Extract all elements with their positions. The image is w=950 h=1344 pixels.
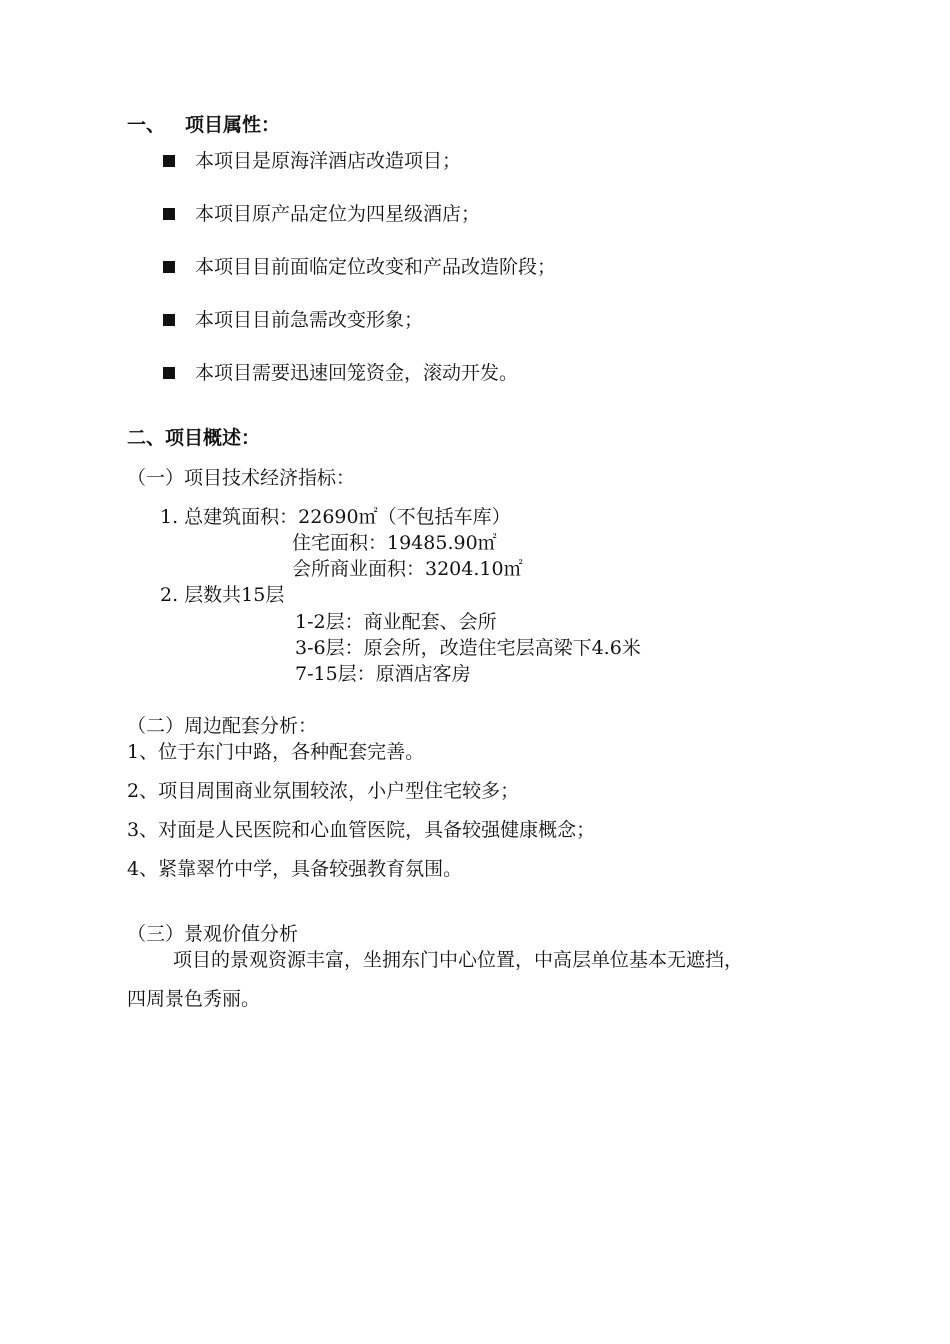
landscape-paragraph-line2: 四周景色秀丽。: [127, 988, 261, 1010]
subsection1-title: （一）项目技术经济指标：: [127, 467, 356, 489]
square-bullet-icon: [163, 261, 175, 273]
square-bullet-icon: [163, 208, 175, 220]
bullet-item: 本项目原产品定位为四星级酒店；: [195, 203, 481, 225]
bullet-item: 本项目目前急需改变形象；: [195, 309, 424, 331]
spec-item-residential-area: 住宅面积：19485.90㎡: [292, 532, 497, 554]
bullet-item: 本项目需要迅速回笼资金，滚动开发。: [195, 362, 519, 384]
subsection2-title: （二）周边配套分析：: [127, 715, 318, 737]
spec-item-floors-3-6: 3-6层：原会所，改造住宅层高梁下4.6米: [295, 637, 641, 659]
surrounding-item: 4、紧靠翠竹中学，具备较强教育氛围。: [127, 858, 463, 880]
bullet-item: 本项目目前面临定位改变和产品改造阶段；: [195, 256, 557, 278]
surrounding-item: 3、对面是人民医院和心血管医院，具备较强健康概念；: [127, 819, 596, 841]
spec-item-floors-1-2: 1-2层：商业配套、会所: [295, 611, 497, 633]
spec-item-total-area: 1. 总建筑面积：22690㎡（不包括车库）: [160, 506, 511, 528]
square-bullet-icon: [163, 155, 175, 167]
subsection3-title: （三）景观价值分析: [127, 923, 299, 945]
section1-number: 一、: [127, 114, 166, 136]
spec-item-floors-7-15: 7-15层：原酒店客房: [295, 663, 471, 685]
spec-item-commercial-area: 会所商业面积：3204.10㎡: [292, 558, 523, 580]
surrounding-item: 2、项目周围商业氛围较浓，小户型住宅较多；: [127, 780, 520, 802]
landscape-paragraph-line1: 项目的景观资源丰富，坐拥东门中心位置，中高层单位基本无遮挡，: [173, 949, 744, 971]
section1-title: 项目属性：: [185, 114, 281, 136]
square-bullet-icon: [163, 367, 175, 379]
square-bullet-icon: [163, 314, 175, 326]
bullet-item: 本项目是原海洋酒店改造项目；: [195, 150, 462, 172]
spec-item-floors: 2. 层数共15层: [160, 584, 285, 606]
section2-title: 二、项目概述：: [127, 427, 261, 449]
surrounding-item: 1、位于东门中路，各种配套完善。: [127, 741, 425, 763]
